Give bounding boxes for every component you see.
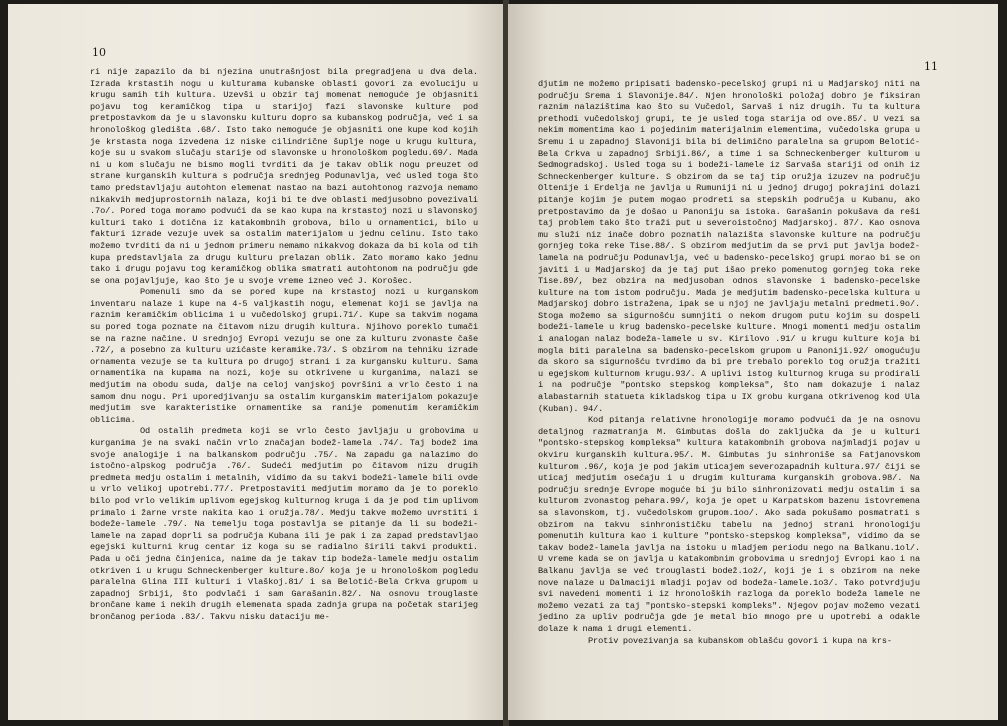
right-page-text (538, 79, 920, 647)
left-paragraph-1: ri nije zapazilo da bi njezina unutrašnjost bila pregradjena u dva dela. Izrada krstastih nogu u kulturama kubanske oblasti govori za evoluciju u krugu samih tih kultura. Uzevši u obzir taj momenat nemoguće je objasniti pojavu tog keramičkog tipa u starijoj fazi slavonske kulture pod pretpostavkom da je u slavonsku kulturu dopro sa kubanskog područja, već i sa hronološkog gledišta .68/. Isto tako nemoguće je objasniti one kupe kod kojih je krstasta noga izvedena iz niske cilindrične šuplje noge u krugu kultura, koje su u svakom slučaju starije od slavonske u hronološkom pogledu.69/. Mada ni u kom slučaju ne bismo mogli tvrditi da je takav oblik nogu preuzet od strane kurganskih kultura s područja srednjeg Podunavlja, već usled toga što tamo predstavljaju autohton elemenat nastao na bazi autohtonog razvoja nemamo nikakvih medjuprostornih nalaza, koji bi te dve oblasti medjusobno povezivali .7o/. Pored toga moramo podvući da se kao kupa na krstastoj nozi u slavonskoj kulturi tako i dotična iz katakombnih grobova, bilo u ornamentici, bilo u fakturi izrade vezuje uvek sa ostalim materijalom u jednu celinu. Isto tako možemo tvrditi da ni u jednom primeru nemamo nikakvog dokaza da bi kola od tih kupa predstavljala za drugu kulturu prelazan oblik. Zato moramo kako jednu tako i drugu pojavu tog keramičkog oblika smatrati autohtonom na području gde se ona pojavljuje, kao što je u svoje vreme izneo već J. Korošec. (90, 67, 478, 286)
right-page-number: 11 (924, 60, 938, 73)
right-paragraph-3: Protiv povezivanja sa kubanskom oblašću govori i kupa na krs- (588, 635, 892, 646)
left-paragraph-3: Od ostalih predmeta koji se vrlo često javljaju u grobovima u kurganima je na svaki način vrlo značajan bodež-lamela .74/. Taj bodež ima svoje analogije i na balkanskom području .75/. Na zapadu ga nalazimo do istočno-alpskog područja .76/. Sudeći medjutim po čitavom nizu drugih predmeta medju ostalim i metalnih, vidimo da su takvi bodeži-lamele bili ovde u vrlo velikoj upotrebi.77/. Pretpostaviti medjutim moramo da je to poreklo bilo pod vrlo velikim uplivom egejskog kulturnog kruga i da je pod tim uplivom primalo i žarne vrste nakita kao i oružja.78/. Medju takve možemo uvrstiti i bodeže-lamele .79/. Na temelju toga postavlja se pitanje da li su bodeži-lamele na zapad doprli sa područja Kubana ili je pak i za zapad predstavljao egejski kulturni krug centar iz koga su se radialno širili takvi produkti. Pada u oči jedna činjenica, naime da je takav tip bodeža-lamele medju ostalim otkriven i u krugu Schneckenberger kulture.8o/ koja je u hronološkom pogledu paralelna Glina III kulturi i Vlaškoj.81/ i sa Belotić-Bela Crkva grupom u zapadnoj Srbiji, što podvlači i sam Garašanin.82/. Na osnovu trouglaste brončane kame i nekih drugih elemenata spada zadnja grupa na početak starijeg brončanog perioda .83/. Takvu nisku dataciju me- (90, 426, 478, 622)
left-page (8, 4, 504, 720)
left-page-number: 10 (92, 46, 106, 59)
right-paragraph-1: djutim ne možemo pripisati badensko-pecelskoj grupi ni u Madjarskoj niti na području Srema i Slavonije.84/. Njen hronološki položaj dobro je fiksiran raznim nalazištima kao što su Vučedol, Sarvaš i niz drugih. Tu ta kultura prethodi vučedolskoj grupi, te je usled toga starija od ove.85/. U vezi sa nekim momentima kao i pojedinim materijalnim elementima, vučedolska grupa u Sremu i u zapadnoj Slavoniji bila bi delimično paralelna sa grupom Belotić-Bela Crkva u zapadnoj Srbiji.86/, a time i sa Schneckenberger kulturom u Sedmogradskoj. Usled toga su i bodeži-lamele iz Sarvaša stariji od onih iz Schneckenberger kulture. S obzirom da se taj tip oružja izuzev na području Oltenije i Erdelja ne javlja u Rumuniji ni u jednoj drugoj pokrajini dolazi pitanje kojim je putem mogao prodreti sa stepskih područja u Kubanu, ako pretpostavimo da je došao u Panoniju sa istoka. Garašanin pokušava da reši taj problem tako što traži put u severoistočnoj Madjarskoj. 87/. Kao osnova mu služi niz inače dobro poznatih nalazišta slavonske kulture na području gornjeg toka reke Tise.88/. S obzirom medjutim da se prvi put javlja bodež-lamela na području Podunavlja, već u badensko-pecelskoj grupi morao bi se on javiti i u Madjarskoj da je taj put išao preko pomenutog gornjeg toka reke Tise.89/, bez obzira na medjusoban odnos slavonske i badensko-pecelske kulture na tom istom području. Mada je medjutim badensko-pecelska kultura u Madjarskoj dobro istražena, ipak se u njoj ne javljaju metalni predmeti.9o/. Stoga možemo sa sigurnošću sumnjiti o nekom drugom putu kojim su dospeli bodeži-lamele u krug badensko-pecelske kulture. Mnogi momenti medju ostalim i analogan nalaz bodeža-lamele u sv. Kirilovo .91/ u krugu kulture koja bi mogla biti paralelna sa badensko-pecelskom grupom u Panoniji.92/ omogućuju da skoro sa sigurnošću tvrdimo da bi pre trebalo poreklo tog oružja tražiti u egejskom kulturnom krugu.93/. A uplivi istog kulturnog kruga su prodirali i na područje "pontsko stepskog kompleksa", što nam dokazuje i nalaz alabastarnih statueta kikladskog tipa u IX grobu kurgana otkrivenog kod Ula (Kuban). 94/. (538, 79, 920, 414)
left-page-text (90, 67, 478, 624)
right-paragraph-2: Kod pitanja relativne hronologije moramo podvući da je na osnovu detaljnog razmatranja M. Gimbutas došla do zaključka da je u kulturi "pontsko-stepskog kompleksa" kultura katakombnih grobova najmladji pojav u okviru kurganskih kultura.95/. M. Gimbutas ju sinhroniše sa Fatjanovskom kulturom .96/, koja je pod jakim uticajem severozapadnih kultura.97/ čiji se uticaj medjutim osećaju i u drugim kulturama kurganskih grobova.98/. Na području srednje Evrope moguće bi ju bilo sinhronizovati medju ostalim i sa kulturom zvonastog pehara.99/, koja je opet u Karpatskom bazenu istovremena sa slavonskom, tj. vučedolskom grupom.1oo/. Ako sada pokušamo posmatrati s obzirom na takvu sinhronističku tabelu na jednoj strani hronologiju pomenutih kultura kao i kulture "pontsko-stepskog kompleksa", vidimo da se takav bodež-lamela javlja na istoku u mladjem periodu nego na Balkanu.1ol/. U vreme kada se on javlja u katakombnim grobovima u srednjoj Evropi kao i na Balkanu javlja se već trouglasti bodež.1o2/, koji je i s obzirom na neke nove nalaze u Dalmaciji mladji pojav od bodeža-lamele.1o3/. Tako potvrdjuju svi navedeni momenti i iz hronoloških razloga da poreklo bodeža lamele ne možemo vezati za taj "pontsko-stepski kompleks". Njegov pojav možemo vezati jedino za upliv područja gde je metal bio mnogo pre u upotrebi a odakle dolaze k nama i drugi elementi. (538, 415, 920, 634)
left-paragraph-2: Pomenuli smo da se pored kupe na krstastoj nozi u kurganskom inventaru nalaze i kupe na 4-5 valjkastih nogu, elemenat koji se javlja na raznim keramičkim oblicima i u vučedolskoj grupi.71/. Kupe sa takvim nogama su pored toga poznate na čitavom nizu drugih kultura. Njihovo poreklo tumači se na razne načine. U srednjoj Evropi vezuju se one za kulturu zvonaste čaše .72/, a posebno za kulturu uzićaste keramike.73/. S obzirom na tehniku izrade ornamenta vezuje se ta kultura po drugoj strani i za kurgansku kulturu. Sama ornamentika na kupama na nozi, koje su otkrivene u kurganima, nalazi se medjutim na obodu suda, dalje na celoj vanjskoj površini a vrlo često i na samom dnu nogu. Pri uporedjivanju sa ostalim kurganskim materijalom pokazuje medjutim sve karakteristike ornamentike sa ranije pomenutim keramičkim oblicima. (90, 287, 478, 425)
right-page (508, 4, 998, 720)
